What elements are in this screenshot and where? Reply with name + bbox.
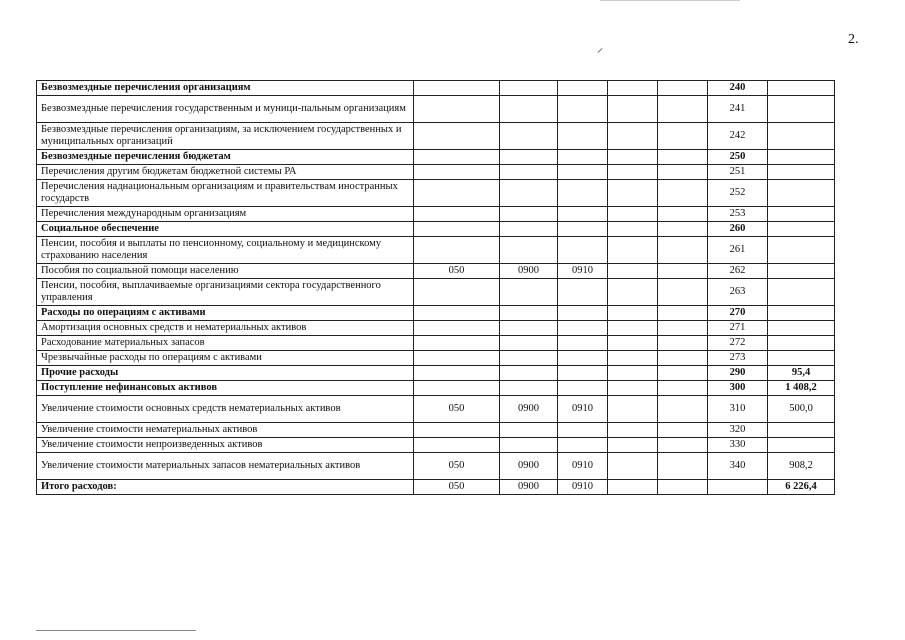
row-amount [768,81,835,96]
table-row [37,438,835,453]
row-target-article [608,321,658,336]
row-name: Прочие расходы [37,366,414,381]
row-expense-type [658,165,708,180]
row-expense-type [658,180,708,207]
scan-edge-line [600,0,740,1]
row-subsection [558,381,608,396]
row-amount: 500,0 [768,396,835,423]
row-target-article [608,423,658,438]
row-subsection [558,438,608,453]
page-number: 2. [848,32,859,47]
row-subsection [558,237,608,264]
row-chapter [414,150,500,165]
row-amount [768,279,835,306]
row-chapter [414,366,500,381]
row-expense-type [658,279,708,306]
table-row [37,237,835,264]
table-body [37,81,835,495]
row-target-article [608,306,658,321]
row-expense-type [658,306,708,321]
row-amount: 908,2 [768,453,835,480]
row-subsection [558,321,608,336]
row-expense-type [658,321,708,336]
table-row [37,207,835,222]
row-kosgu-code: 310 [708,396,768,423]
row-expense-type [658,453,708,480]
row-kosgu-code: 260 [708,222,768,237]
row-subsection [558,366,608,381]
row-kosgu-code: 330 [708,438,768,453]
row-target-article [608,438,658,453]
row-section [500,222,558,237]
row-target-article [608,165,658,180]
row-target-article [608,351,658,366]
row-name: Чрезвычайные расходы по операциям с активами [37,351,414,366]
row-expense-type [658,123,708,150]
row-kosgu-code: 240 [708,81,768,96]
row-section [500,207,558,222]
row-kosgu-code: 270 [708,306,768,321]
row-section [500,279,558,306]
total-chapter: 050 [414,480,500,495]
row-kosgu-code: 271 [708,321,768,336]
row-subsection [558,207,608,222]
row-amount [768,165,835,180]
row-kosgu-code: 273 [708,351,768,366]
total-code [708,480,768,495]
row-amount [768,237,835,264]
row-name: Перечисления другим бюджетам бюджетной системы РА [37,165,414,180]
row-amount [768,264,835,279]
row-name: Увеличение стоимости нематериальных активов [37,423,414,438]
row-subsection [558,306,608,321]
expenses-table [36,80,835,495]
row-name: Расходы по операциям с активами [37,306,414,321]
row-target-article [608,453,658,480]
row-subsection: 0910 [558,453,608,480]
row-amount [768,150,835,165]
row-section [500,306,558,321]
row-section: 0900 [500,396,558,423]
row-name: Амортизация основных средств и нематериальных активов [37,321,414,336]
row-kosgu-code: 253 [708,207,768,222]
row-name: Безвозмездные перечисления организациям, за исключением государственных и муниципальных организаций [37,123,414,150]
row-chapter [414,381,500,396]
row-name: Безвозмездные перечисления бюджетам [37,150,414,165]
row-section [500,165,558,180]
row-subsection [558,279,608,306]
row-subsection [558,423,608,438]
row-chapter [414,306,500,321]
row-subsection [558,150,608,165]
row-expense-type [658,381,708,396]
row-section [500,96,558,123]
row-chapter [414,237,500,264]
row-kosgu-code: 241 [708,96,768,123]
row-amount [768,222,835,237]
row-section [500,237,558,264]
row-name: Увеличение стоимости материальных запасов нематериальных активов [37,453,414,480]
row-kosgu-code: 290 [708,366,768,381]
row-kosgu-code: 300 [708,381,768,396]
total-subsection: 0910 [558,480,608,495]
row-expense-type [658,222,708,237]
row-target-article [608,336,658,351]
table-row [37,306,835,321]
row-amount [768,351,835,366]
row-name: Перечисления наднациональным организациям и правительствам иностранных государств [37,180,414,207]
row-section [500,123,558,150]
row-chapter [414,96,500,123]
row-kosgu-code: 261 [708,237,768,264]
row-section [500,438,558,453]
row-section [500,150,558,165]
row-target-article [608,264,658,279]
table-row [37,396,835,423]
row-expense-type [658,351,708,366]
total-section: 0900 [500,480,558,495]
table-row [37,366,835,381]
total-target-article [608,480,658,495]
row-amount [768,306,835,321]
row-chapter [414,180,500,207]
row-section [500,351,558,366]
total-label: Итого расходов: [37,480,414,495]
row-name: Расходование материальных запасов [37,336,414,351]
row-amount [768,438,835,453]
row-subsection: 0910 [558,396,608,423]
row-section [500,321,558,336]
row-chapter: 050 [414,264,500,279]
row-subsection [558,81,608,96]
row-name: Перечисления международным организациям [37,207,414,222]
row-section [500,381,558,396]
table-row [37,165,835,180]
total-expense-type [658,480,708,495]
row-target-article [608,279,658,306]
row-kosgu-code: 250 [708,150,768,165]
row-expense-type [658,96,708,123]
row-kosgu-code: 320 [708,423,768,438]
table-row [37,321,835,336]
row-subsection [558,351,608,366]
table-row [37,381,835,396]
row-target-article [608,366,658,381]
row-section [500,336,558,351]
table-row [37,423,835,438]
row-name: Увеличение стоимости непроизведенных активов [37,438,414,453]
row-amount [768,321,835,336]
row-kosgu-code: 263 [708,279,768,306]
row-target-article [608,222,658,237]
row-name: Поступление нефинансовых активов [37,381,414,396]
row-target-article [608,381,658,396]
scan-mark [598,48,603,53]
row-chapter [414,123,500,150]
row-chapter [414,165,500,180]
row-target-article [608,96,658,123]
row-chapter [414,207,500,222]
row-name: Увеличение стоимости основных средств нематериальных активов [37,396,414,423]
table-row [37,336,835,351]
table-row [37,96,835,123]
row-amount: 95,4 [768,366,835,381]
row-chapter [414,351,500,366]
row-expense-type [658,207,708,222]
row-chapter: 050 [414,396,500,423]
row-chapter [414,222,500,237]
row-expense-type [658,396,708,423]
row-expense-type [658,150,708,165]
total-amount: 6 226,4 [768,480,835,495]
row-amount [768,96,835,123]
row-expense-type [658,438,708,453]
row-name: Пособия по социальной помощи населению [37,264,414,279]
table-row [37,453,835,480]
row-kosgu-code: 272 [708,336,768,351]
row-expense-type [658,423,708,438]
table-row [37,279,835,306]
row-target-article [608,81,658,96]
row-chapter [414,321,500,336]
row-name: Безвозмездные перечисления организациям [37,81,414,96]
row-target-article [608,237,658,264]
footer-line [36,630,196,631]
row-subsection: 0910 [558,264,608,279]
table-row [37,180,835,207]
row-amount [768,123,835,150]
row-chapter [414,336,500,351]
row-name: Пенсии, пособия и выплаты по пенсионному, социальному и медицинскому страхованию населения [37,237,414,264]
row-subsection [558,336,608,351]
row-expense-type [658,237,708,264]
row-section: 0900 [500,264,558,279]
row-amount [768,207,835,222]
row-subsection [558,180,608,207]
row-chapter [414,438,500,453]
row-target-article [608,123,658,150]
row-section [500,366,558,381]
row-target-article [608,150,658,165]
row-section [500,81,558,96]
row-section [500,180,558,207]
row-chapter [414,81,500,96]
row-expense-type [658,81,708,96]
table-row [37,222,835,237]
table-row [37,351,835,366]
row-subsection [558,222,608,237]
row-subsection [558,123,608,150]
table-row [37,81,835,96]
row-target-article [608,207,658,222]
row-subsection [558,165,608,180]
row-amount [768,336,835,351]
row-expense-type [658,264,708,279]
table-row [37,123,835,150]
row-target-article [608,396,658,423]
row-chapter: 050 [414,453,500,480]
row-amount [768,423,835,438]
row-kosgu-code: 251 [708,165,768,180]
row-name: Пенсии, пособия, выплачиваемые организациями сектора государственного управления [37,279,414,306]
row-kosgu-code: 242 [708,123,768,150]
total-row [37,480,835,495]
row-amount: 1 408,2 [768,381,835,396]
row-name: Социальное обеспечение [37,222,414,237]
row-kosgu-code: 262 [708,264,768,279]
row-kosgu-code: 340 [708,453,768,480]
row-chapter [414,423,500,438]
row-section: 0900 [500,453,558,480]
table-row [37,264,835,279]
row-subsection [558,96,608,123]
table-row [37,150,835,165]
row-target-article [608,180,658,207]
row-name: Безвозмездные перечисления государственным и муници-пальным организациям [37,96,414,123]
row-chapter [414,279,500,306]
row-kosgu-code: 252 [708,180,768,207]
row-expense-type [658,336,708,351]
row-amount [768,180,835,207]
row-expense-type [658,366,708,381]
row-section [500,423,558,438]
